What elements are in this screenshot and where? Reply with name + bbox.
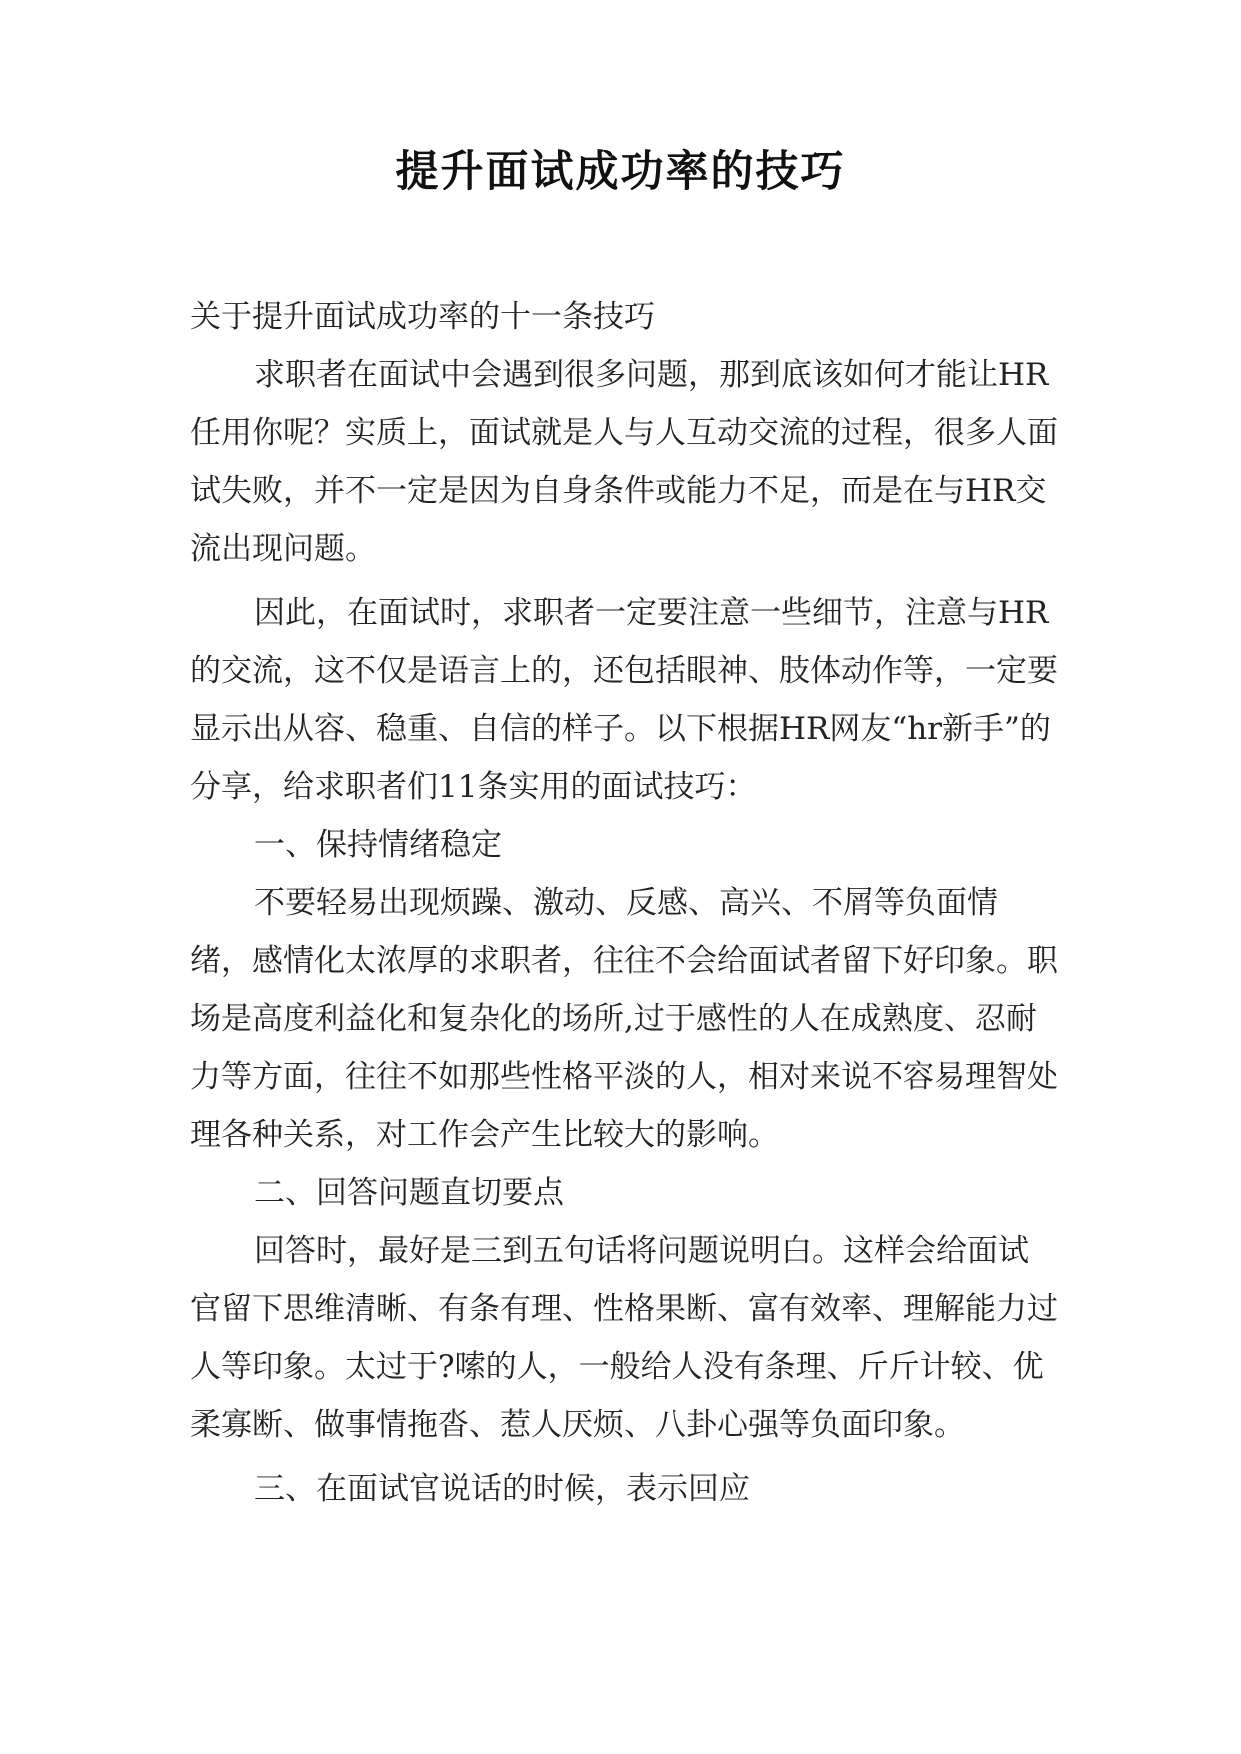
intro-paragraph-1: 求职者在面试中会遇到很多问题，那到底该如何才能让HR任用你呢？实质上，面试就是人与人互动交流的过程，很多人面试失败，并不一定是因为自身条件或能力不足，而是在与HR交流出现问题。 bbox=[190, 357, 1058, 567]
section-heading-3: 三、在面试官说话的时候，表示回应 bbox=[254, 1471, 750, 1507]
intro-paragraph-2: 因此，在面试时，求职者一定要注意一些细节，注意与HR的交流，这不仅是语言上的，还包括眼神、肢体动作等，一定要显示出从容、稳重、自信的样子。以下根据HR网友“hr新手”的分享，给求职者们11条实用的面试技巧： bbox=[190, 595, 1058, 805]
section-text-1: 不要轻易出现烦躁、激动、反感、高兴、不屑等负面情绪，感情化太浓厚的求职者，往往不会给面试者留下好印象。职场是高度利益化和复杂化的场所,过于感性的人在成熟度、忍耐力等方面，往往不如那些性格平淡的人，相对来说不容易理智处理各种关系，对工作会产生比较大的影响。 bbox=[190, 885, 1058, 1153]
document-subtitle: 关于提升面试成功率的十一条技巧 bbox=[190, 299, 655, 335]
document-body bbox=[190, 288, 1058, 1518]
section-heading-1: 一、保持情绪稳定 bbox=[254, 827, 502, 863]
page-title: 提升面试成功率的技巧 bbox=[395, 147, 846, 197]
section-heading-2: 二、回答问题直切要点 bbox=[254, 1175, 564, 1211]
section-text-2: 回答时，最好是三到五句话将问题说明白。这样会给面试官留下思维清晰、有条有理、性格果断、富有效率、理解能力过人等印象。太过于?嗦的人，一般给人没有条理、斤斤计较、优柔寡断、做事情拖沓、惹人厌烦、八卦心强等负面印象。 bbox=[190, 1233, 1058, 1443]
